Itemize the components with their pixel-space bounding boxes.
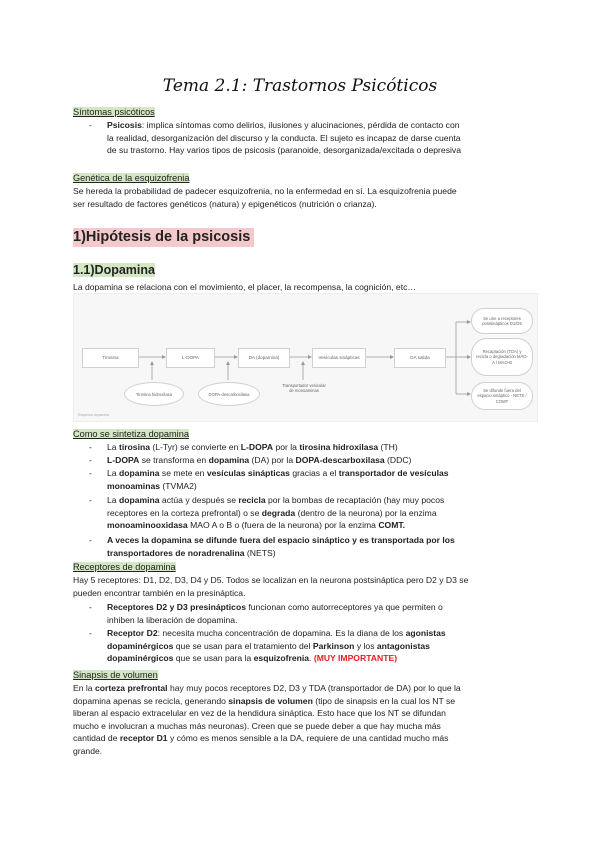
enzyme-dopa-descarboxilasa: DOPA-descarboxilasa <box>198 382 260 406</box>
bullet-dash: - <box>89 468 92 478</box>
dopamina-intro: La dopamina se relaciona con el movimiento, el placer, la recompensa, la cognición, etc… <box>73 282 416 292</box>
text: y cómo es menos sensible a la DA, requiere de una cantidad mucho más <box>167 733 449 744</box>
text: transportadores de noradrenalina <box>107 547 245 558</box>
bullet-dash: - <box>89 495 92 505</box>
text: sinapsis de volumen <box>228 695 313 706</box>
text: liberan al espacio extracelular en vez de la hendidura sináptica. Esto hace que los NT se difundan <box>73 708 446 719</box>
genetica-paragraph <box>73 185 528 210</box>
text: dopamina apenas se recicla, generando <box>73 695 229 706</box>
text: por la bombas de recaptación (hay muy pocos <box>265 495 445 505</box>
text: COMT. <box>378 520 406 531</box>
node-vesiculas: Vesículas sinápticas <box>312 348 366 368</box>
text: La <box>107 468 119 478</box>
text: . <box>309 653 314 664</box>
volumen-heading <box>73 669 158 681</box>
bullet-dash: - <box>89 120 92 130</box>
text: antagonistas <box>376 640 430 651</box>
bullet-dash: - <box>89 602 92 612</box>
text: y los <box>354 640 377 651</box>
text: Hay 5 receptores: D1, D2, D3, D4 y D5. Todos se localizan en la neurona postsináptica pero D2 y D3 se <box>73 575 469 585</box>
bullet-dash: - <box>89 455 92 465</box>
text: Receptores D2 y D3 presinápticos <box>107 602 246 612</box>
node-tirosina: Tirosina <box>82 348 139 368</box>
text: pueden encontrar también en la presináptica. <box>73 587 246 598</box>
sintesis-bullet-3 <box>107 467 527 492</box>
volumen-paragraph <box>73 682 528 758</box>
text: dopamina <box>208 455 250 465</box>
sintesis-bullet-4 <box>107 494 527 532</box>
text: se mete en <box>159 468 207 478</box>
text: Receptor D2 <box>107 628 158 638</box>
receptores-heading-text: Receptores de dopamina <box>73 562 176 572</box>
receptores-bullet-1 <box>107 601 527 626</box>
page-title: Tema 2.1: Trastornos Psicóticos <box>162 76 438 96</box>
sintesis-bullet-5 <box>107 534 527 559</box>
text: dopaminérgicos <box>107 640 174 651</box>
text: funcionan como autorreceptores ya que permiten o <box>246 602 443 612</box>
node-l-dopa: L-DOPA <box>166 348 215 368</box>
receptores-paragraph <box>73 574 528 599</box>
receptores-heading <box>73 561 176 573</box>
text: dopamina <box>118 495 160 505</box>
node-da-salida: DA salida <box>394 348 446 368</box>
text: dopamina <box>118 468 160 478</box>
sintesis-bullet-2 <box>107 454 527 467</box>
text: L-DOPA <box>240 442 274 452</box>
psicosis-line3: de su trastorno. Hay varios tipos de psicosis (paranoide, desorganizada/excitada o depresiva <box>107 145 461 156</box>
outcome-recaptacion: Recaptación (TDA) y recicla o degradación MAO-A / MAO-B <box>471 338 533 376</box>
psicosis-line2: la realidad, desorganización del discurso y la conducta. El sujeto es incapaz de darse cuenta <box>107 132 461 143</box>
text: corteza prefrontal <box>94 683 168 693</box>
text: esquizofrenia <box>253 653 310 664</box>
text: tirosina <box>118 442 150 452</box>
diagram-credit: Esquema dopamina <box>78 413 110 417</box>
text: vesículas sinápticas <box>206 468 290 478</box>
text: dopaminérgicos <box>107 653 174 664</box>
sintomas-heading <box>73 106 155 118</box>
genetica-heading <box>73 172 189 184</box>
text: (TVMA2) <box>160 480 197 491</box>
text: DOPA-descarboxilasa <box>295 455 385 465</box>
section-1-1-heading: 1.1)Dopamina <box>73 263 155 277</box>
text: receptor D1 <box>119 733 168 744</box>
sintomas-heading-text: Síntomas psicóticos <box>73 107 155 117</box>
sintesis-heading-text: Como se sintetiza dopamina <box>73 429 189 439</box>
text: agonistas <box>405 628 446 638</box>
bullet-dash: - <box>89 442 92 452</box>
text: Parkinson <box>312 640 355 651</box>
dopamine-diagram <box>73 293 538 422</box>
outcome-difusion: Se difunde fuera del espacio sináptico - NETS / COMT <box>471 382 533 410</box>
volumen-heading-text: Sinapsis de volumen <box>73 670 158 680</box>
genetica-heading-text: Genética de la esquizofrenia <box>73 173 190 183</box>
text: monoaminooxidasa <box>107 520 188 531</box>
text: La <box>107 442 119 452</box>
text: cantidad de <box>73 733 120 744</box>
sintesis-heading <box>73 428 189 440</box>
bullet-dash: - <box>89 535 92 545</box>
text: transportador de vesículas <box>338 468 449 478</box>
text: monoaminas <box>107 480 161 491</box>
text: A veces la dopamina se difunde fuera del espacio sináptico y es transportada por los <box>107 535 455 545</box>
text: mucho e involucran a muchas más neuronas). Creen que se puede deber a que hay mucha más <box>73 720 441 731</box>
text: degrada <box>261 507 296 518</box>
text: que se usan para la <box>173 653 254 664</box>
text: (TH) <box>378 442 398 452</box>
text: L-DOPA <box>107 455 140 465</box>
text: La <box>107 495 119 505</box>
text: : necesita mucha concentración de dopamina. Es la diana de los <box>157 628 406 638</box>
text: (tipo de sinapsis en la cual los NT se <box>312 695 456 706</box>
psicosis-line1: : implica síntomas como delirios, ilusiones y alucinaciones, pérdida de contacto con <box>141 120 460 130</box>
muy-importante-label: (MUY IMPORTANTE) <box>313 653 398 664</box>
text: por la <box>273 442 300 452</box>
section-1-heading: 1)Hipótesis de la psicosis <box>73 228 254 247</box>
enzyme-transportador-vesicular: Transportador vesicular de monoaminas <box>282 383 326 393</box>
enzyme-tirosina-hidroxilasa: Tirosina hidroxilasa <box>124 382 184 406</box>
text: tirosina hidroxilasa <box>299 442 379 452</box>
psicosis-bullet <box>107 119 527 157</box>
bullet-dash: - <box>89 628 92 638</box>
node-dopamina: DA (dopamina) <box>238 348 290 368</box>
text: (NETS) <box>244 547 276 558</box>
genetica-line2: ser resultado de factores genéticos (natura) y epigenéticos (nutrición o crianza). <box>73 198 377 209</box>
text: inhiben la liberación de dopamina. <box>107 614 238 625</box>
text: grande. <box>73 745 103 756</box>
sintesis-bullet-1 <box>107 441 527 454</box>
text: (L-Tyr) se convierte en <box>150 442 241 452</box>
text: receptores en la corteza prefrontal) o se <box>107 507 262 518</box>
text: (DDC) <box>384 455 412 465</box>
text: En la <box>73 683 95 693</box>
text: (DA) por la <box>249 455 296 465</box>
text: hay muy pocos receptores D2, D3 y TDA (transportador de DA) por lo que la <box>167 683 461 693</box>
genetica-line1: Se hereda la probabilidad de padecer esquizofrenia, no la enfermedad en sí. La esquizofrenia puede <box>73 186 457 196</box>
psicosis-term: Psicosis <box>107 120 142 130</box>
text: se transforma en <box>139 455 209 465</box>
receptores-bullet-2 <box>107 627 527 665</box>
outcome-receptores: Se une a receptores postsinápticos D1/D5 <box>471 308 533 334</box>
text: (dentro de la neurona) por la enzima <box>295 507 437 518</box>
text: que se usan para el tratamiento del <box>173 640 313 651</box>
text: MAO A o B o (fuera de la neurona) por la enzima <box>187 520 379 531</box>
text: recicla <box>238 495 266 505</box>
text: actúa y después se <box>159 495 239 505</box>
text: gracias a el <box>289 468 339 478</box>
